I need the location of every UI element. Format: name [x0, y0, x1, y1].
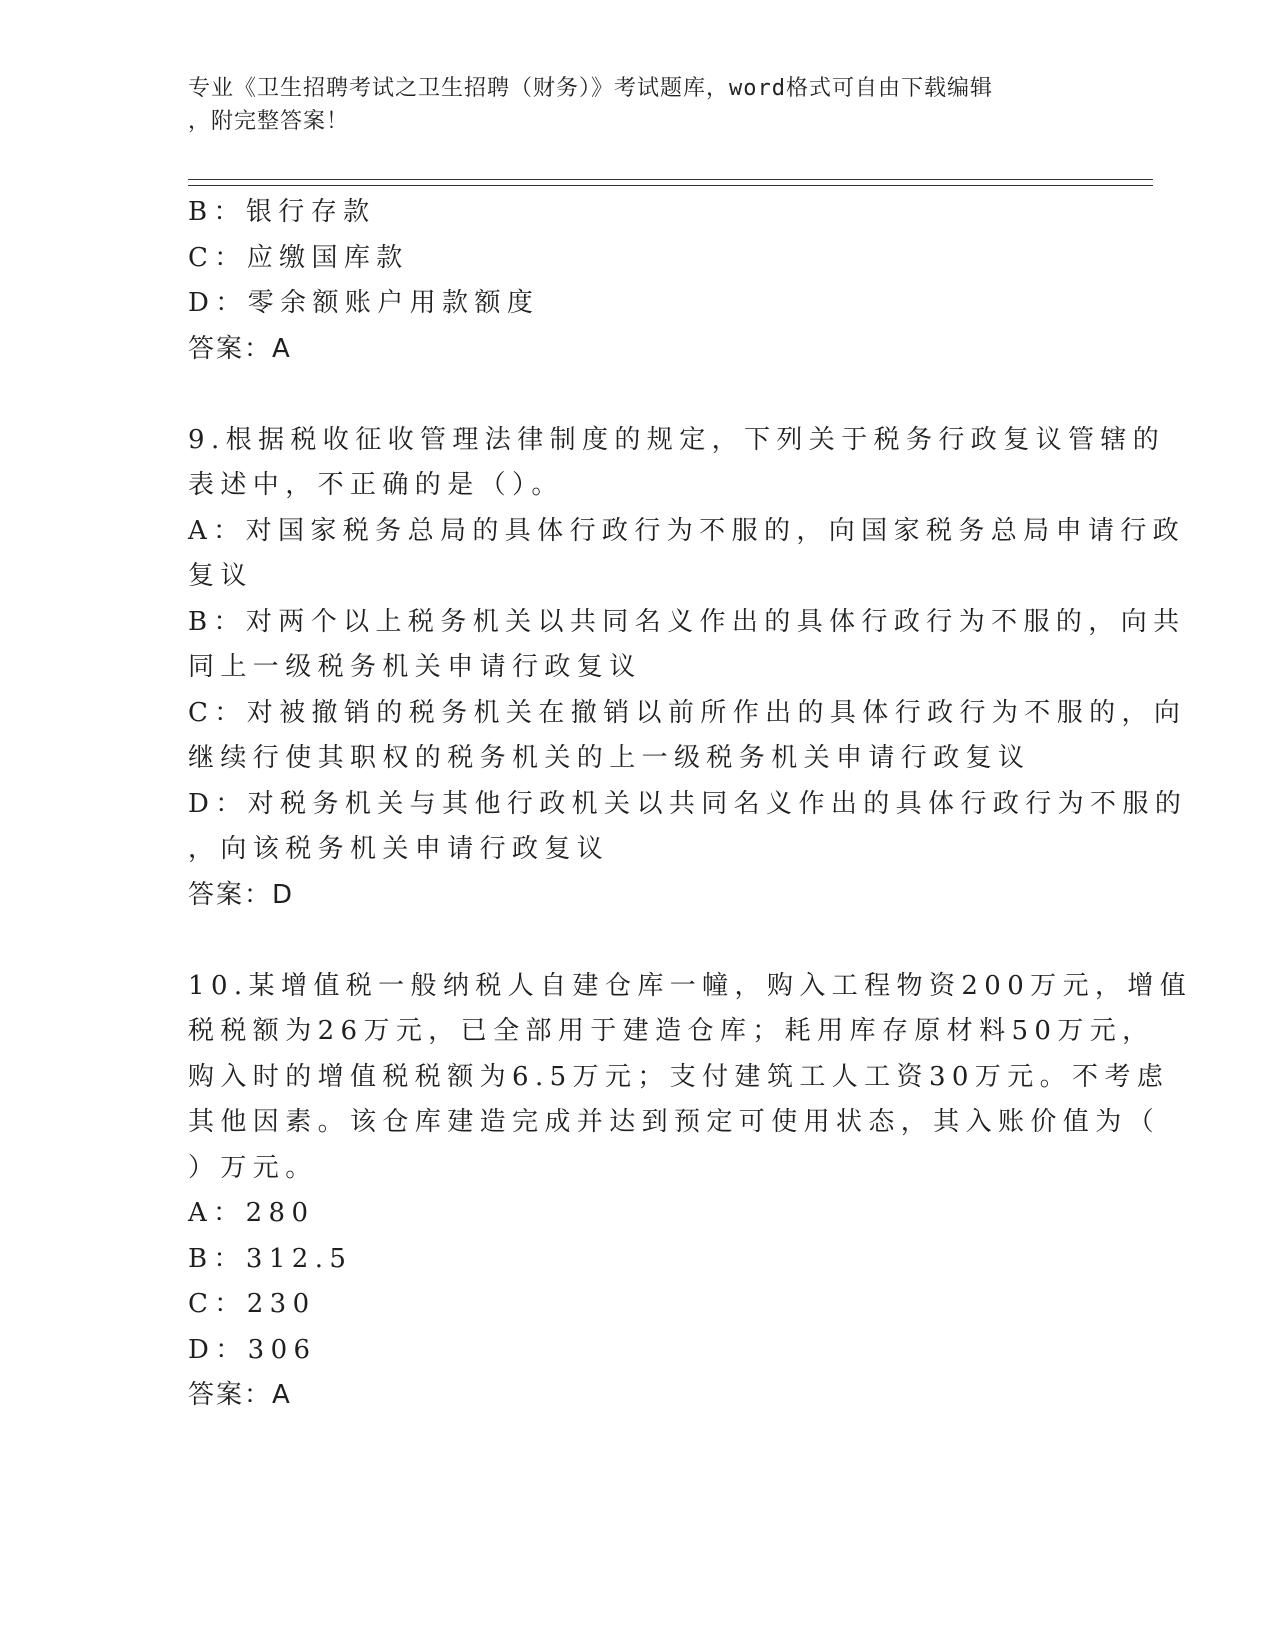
option-d-cont: ，向该税务机关申请行政复议	[188, 834, 610, 864]
option-c: C：应缴国库款	[188, 242, 409, 273]
option-b: B：312.5	[188, 1243, 353, 1274]
option-a-cont: 复议	[188, 561, 253, 591]
option-d: D：零余额账户用款额度	[188, 288, 540, 318]
question-stem: 其他因素。该仓库建造完成并达到预定可使用状态，其入账价值为（	[188, 1107, 1161, 1137]
option-a: A：280	[188, 1198, 315, 1228]
prev-question	[188, 190, 1088, 372]
question-stem: 表述中，不正确的是（）。	[188, 470, 564, 500]
header-divider	[188, 185, 1153, 186]
spacer	[188, 372, 1088, 418]
option-b-cont: 同上一级税务机关申请行政复议	[188, 652, 642, 682]
option-c: C：对被撤销的税务机关在撤销以前所作出的具体行政行为不服的，向	[188, 697, 1187, 728]
option-b: B：对两个以上税务机关以共同名义作出的具体行政行为不服的，向共	[188, 606, 1186, 637]
answer: 答案：D	[188, 879, 295, 910]
question-content	[188, 190, 1193, 1419]
question-stem: 9.根据税收征收管理法律制度的规定，下列关于税务行政复议管辖的	[188, 424, 1166, 455]
document-header	[188, 72, 1068, 138]
question-10	[188, 964, 1193, 1419]
answer: 答案：A	[188, 333, 292, 364]
header-divider	[188, 179, 1153, 180]
question-stem: 税税额为26万元，已全部用于建造仓库；耗用库存原材料50万元，	[188, 1016, 1155, 1046]
option-c: C：230	[188, 1289, 316, 1319]
option-d: D：306	[188, 1334, 317, 1365]
header-line: ，附完整答案！	[188, 109, 350, 134]
option-b: B：银行存款	[188, 197, 376, 227]
option-c-cont: 继续行使其职权的税务机关的上一级税务机关申请行政复议	[188, 743, 1031, 773]
option-a: A：对国家税务总局的具体行政行为不服的，向国家税务总局申请行政	[188, 515, 1186, 546]
spacer	[188, 918, 1088, 964]
question-9	[188, 418, 1188, 919]
question-stem: ）万元。	[188, 1152, 318, 1183]
question-stem: 购入时的增值税税额为6.5万元；支付建筑工人工资30万元。不考虑	[188, 1061, 1170, 1092]
question-stem: 10.某增值税一般纳税人自建仓库一幢，购入工程物资200万元，增值	[188, 970, 1193, 1001]
header-line: 专业《卫生招聘考试之卫生招聘（财务）》考试题库，word格式可自由下载编辑	[188, 76, 993, 101]
answer: 答案：A	[188, 1380, 292, 1410]
option-d: D：对税务机关与其他行政机关以共同名义作出的具体行政行为不服的	[188, 788, 1188, 819]
